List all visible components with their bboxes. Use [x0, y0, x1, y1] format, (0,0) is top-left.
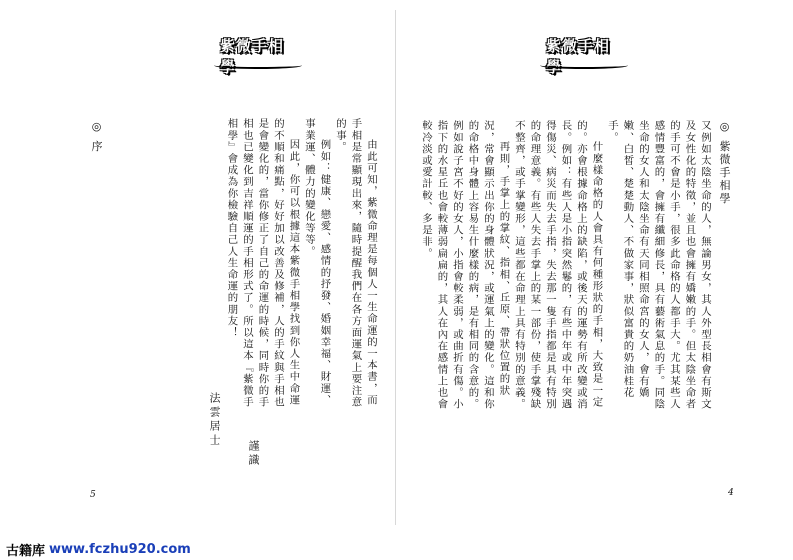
right-page-number: 4: [728, 488, 734, 498]
right-paragraph-1: 又例如太陰坐命的人，無論男女，其人外型長相會有斯文及女性化的特徵，並且也會擁有嬌嫩的手。但太陰坐命者的手可不會是小手，很多此命格的人都手大。尤其某些人感情豐富的，會擁有纖細修長，具有藝術氣息的手。同陰坐命的女人和太陰坐命有天同相照命宮的女人，會有嬌嫩、白皙、楚楚動人、不做家事，狀似富貴的奶油桂花手。: [606, 120, 711, 410]
right-page: [396, 0, 793, 560]
watermark-site-name: 古籍库: [6, 543, 46, 559]
right-paragraph-2: 什麼樣命格的人會具有何種形狀的手相，大致是一定的。亦會根據命格上的缺陷，或後天的運勢有所改變或消長。例如：有些人是小指突然鬈的，有些中年或中年突遇得傷災、病災而失去手指，失去那一隻手指都是具有特別的命理意義。有些人失去手掌上的某一部份，使手掌殘缺不整齊，或手掌變形，這些都在命理上具有特別的意義。: [513, 120, 603, 410]
logo-swoosh-icon: [540, 62, 628, 69]
book-logo: [546, 37, 622, 76]
circle-mark-icon: ◎: [90, 120, 103, 135]
book-logo: [220, 37, 296, 76]
closing-word: 謹識: [247, 440, 260, 468]
left-paragraph-3: 因此，你可以根據這本紫微手相學找到你人生中命運的不順和痛點，好好加以改善及修補，人的手紋與手相也是會變化的，當你修正了自己的命運的時候，同時你的手相也已變化到吉祥順運的手相形式了。所以這本『紫微手相學』會成為你檢驗自己人生命運的朋友！: [225, 118, 300, 408]
left-paragraph-2: 例如：健康、戀愛、感情的抒發、婚姻幸福、財運、事業運、體力的變化等等。: [303, 118, 331, 406]
watermark-site-url: www.fczhu920.com: [49, 541, 191, 557]
author-signature: 法雲居士: [208, 392, 221, 448]
right-body-text: [420, 120, 712, 410]
right-paragraph-3: 再則，手掌上的掌紋、指相、丘原、帶狀位置的狀況，常會顯示出你的身體狀況，或運氣上的變化。這和你的命格中身體上容易生什麼樣的病，是有相同的含意的。例如說子宮不好的女人，小指會較柔弱，或曲折有傷。小指下的水星丘也會較薄弱扁扁的，其人在內在感情上也會較冷淡或愛計較、多是非。: [420, 120, 510, 410]
right-section-title: ◎ 紫微手相學: [718, 120, 731, 206]
book-logo-text: 紫微手相學: [546, 37, 611, 76]
circle-mark-icon: ◎: [718, 120, 731, 135]
book-logo-text: 紫微手相學: [220, 37, 285, 76]
left-paragraph-1: 由此可知，紫微命理是每個人一生命運的一本書，而手相是常顯現出來，隨時提醒我們在各方面運氣上要注意的事。: [334, 118, 377, 408]
left-page: [0, 0, 396, 560]
left-section-title: ◎ 序: [90, 120, 103, 154]
site-watermark: [0, 538, 191, 560]
logo-swoosh-icon: [214, 62, 302, 69]
left-body-text: [225, 118, 378, 408]
left-page-number: 5: [90, 490, 96, 500]
